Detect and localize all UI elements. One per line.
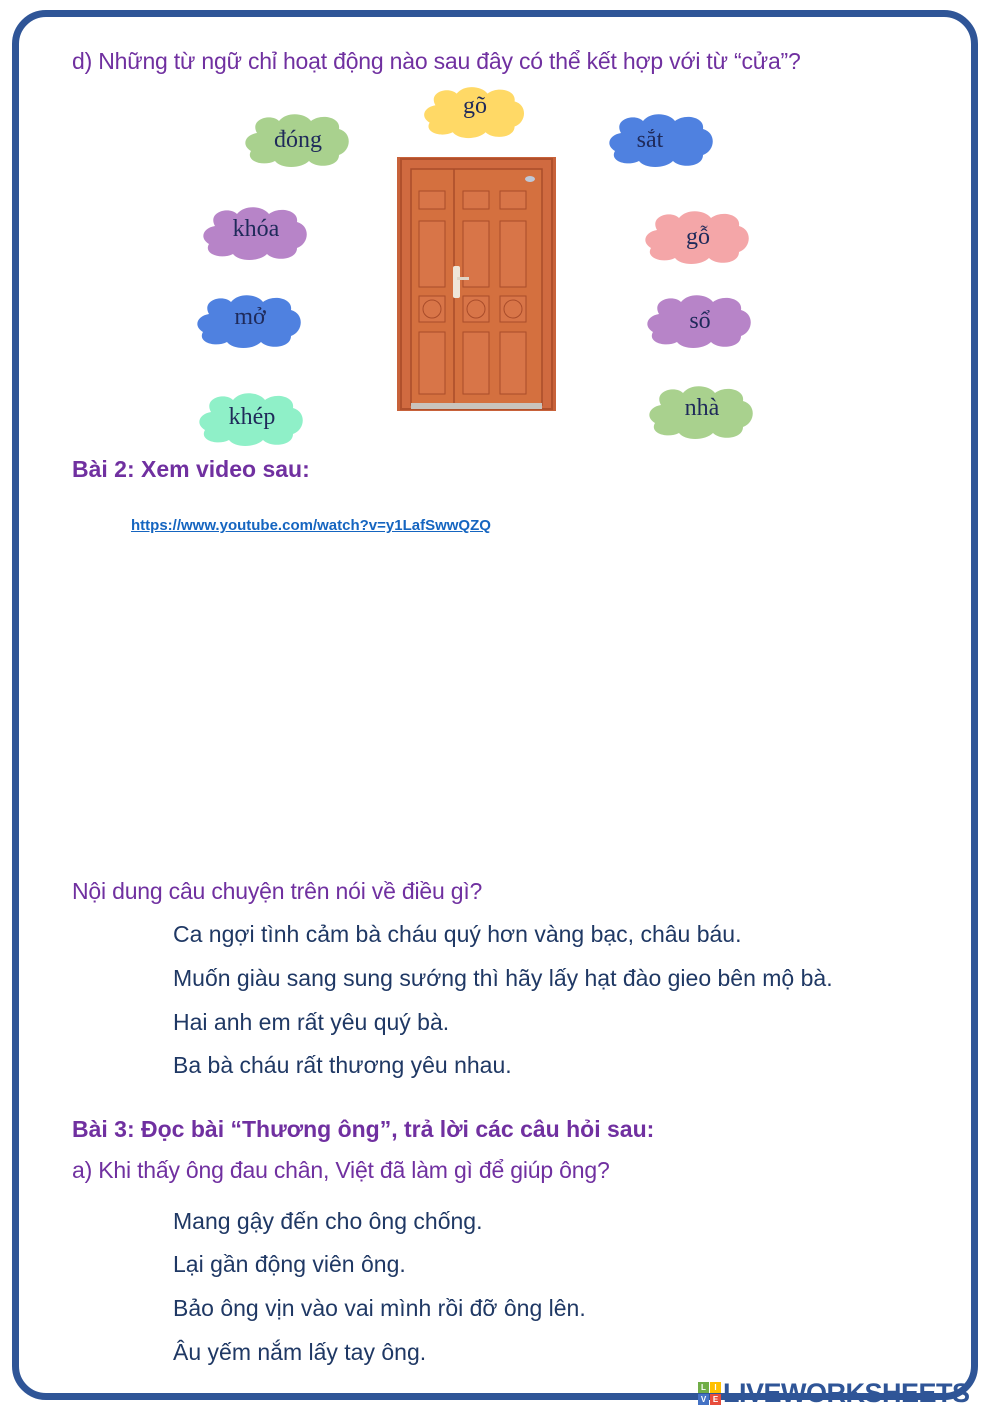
question-d: d) Những từ ngữ chỉ hoạt động nào sau đây có thể kết hợp với từ “cửa”? <box>72 48 801 74</box>
cloud-option-so[interactable] <box>645 292 755 350</box>
cloud-option-go-knock[interactable] <box>420 84 530 140</box>
cloud-option-khoa[interactable] <box>201 204 311 262</box>
answer-option[interactable]: Muốn giàu sang sung sướng thì hãy lấy hạt đào gieo bên mộ bà. <box>173 965 833 991</box>
door-image <box>397 157 556 411</box>
cloud-option-nha[interactable] <box>647 383 757 441</box>
answer-option[interactable]: Ba bà cháu rất thương yêu nhau. <box>173 1052 512 1078</box>
bai2-heading: Bài 2: Xem video sau: <box>72 456 310 482</box>
cloud-label: nhà <box>684 394 720 421</box>
cloud-option-mo[interactable] <box>195 292 305 350</box>
answer-option[interactable]: Ca ngợi tình cảm bà cháu quý hơn vàng bạc, châu báu. <box>173 921 742 947</box>
answer-option[interactable]: Âu yếm nắm lấy tay ông. <box>173 1339 427 1365</box>
cloud-label: gỗ <box>686 223 710 250</box>
bai2-question: Nội dung câu chuyện trên nói về điều gì? <box>72 878 483 904</box>
live-blocks-icon: L I V E <box>698 1382 721 1405</box>
youtube-video-link[interactable]: https://www.youtube.com/watch?v=y1LafSwwQZQ <box>131 517 491 534</box>
liveworksheets-logo <box>698 1378 970 1408</box>
cloud-label: gõ <box>463 92 487 119</box>
logo-text: LIVEWORKSHEETS <box>723 1377 970 1408</box>
cloud-option-go-wood[interactable] <box>643 208 753 266</box>
cloud-option-dong[interactable] <box>243 111 353 169</box>
answer-option[interactable]: Hai anh em rất yêu quý bà. <box>173 1009 450 1035</box>
answer-option[interactable]: Lại gần động viên ông. <box>173 1251 406 1277</box>
cloud-label: đóng <box>274 126 322 153</box>
cloud-label: khép <box>228 403 276 430</box>
bai3-question-a: a) Khi thấy ông đau chân, Việt đã làm gì để giúp ông? <box>72 1157 610 1183</box>
bai3-heading: Bài 3: Đọc bài “Thương ông”, trả lời các câu hỏi sau: <box>72 1116 655 1142</box>
answer-option[interactable]: Mang gậy đến cho ông chống. <box>173 1208 483 1234</box>
answer-option[interactable]: Bảo ông vịn vào vai mình rồi đỡ ông lên. <box>173 1295 586 1321</box>
cloud-label: khóa <box>232 215 280 242</box>
cloud-label: sổ <box>689 307 711 334</box>
cloud-label: sắt <box>636 126 664 153</box>
cloud-label: mở <box>234 303 266 330</box>
cloud-option-sat[interactable] <box>607 111 717 169</box>
cloud-option-khep[interactable] <box>197 390 307 448</box>
